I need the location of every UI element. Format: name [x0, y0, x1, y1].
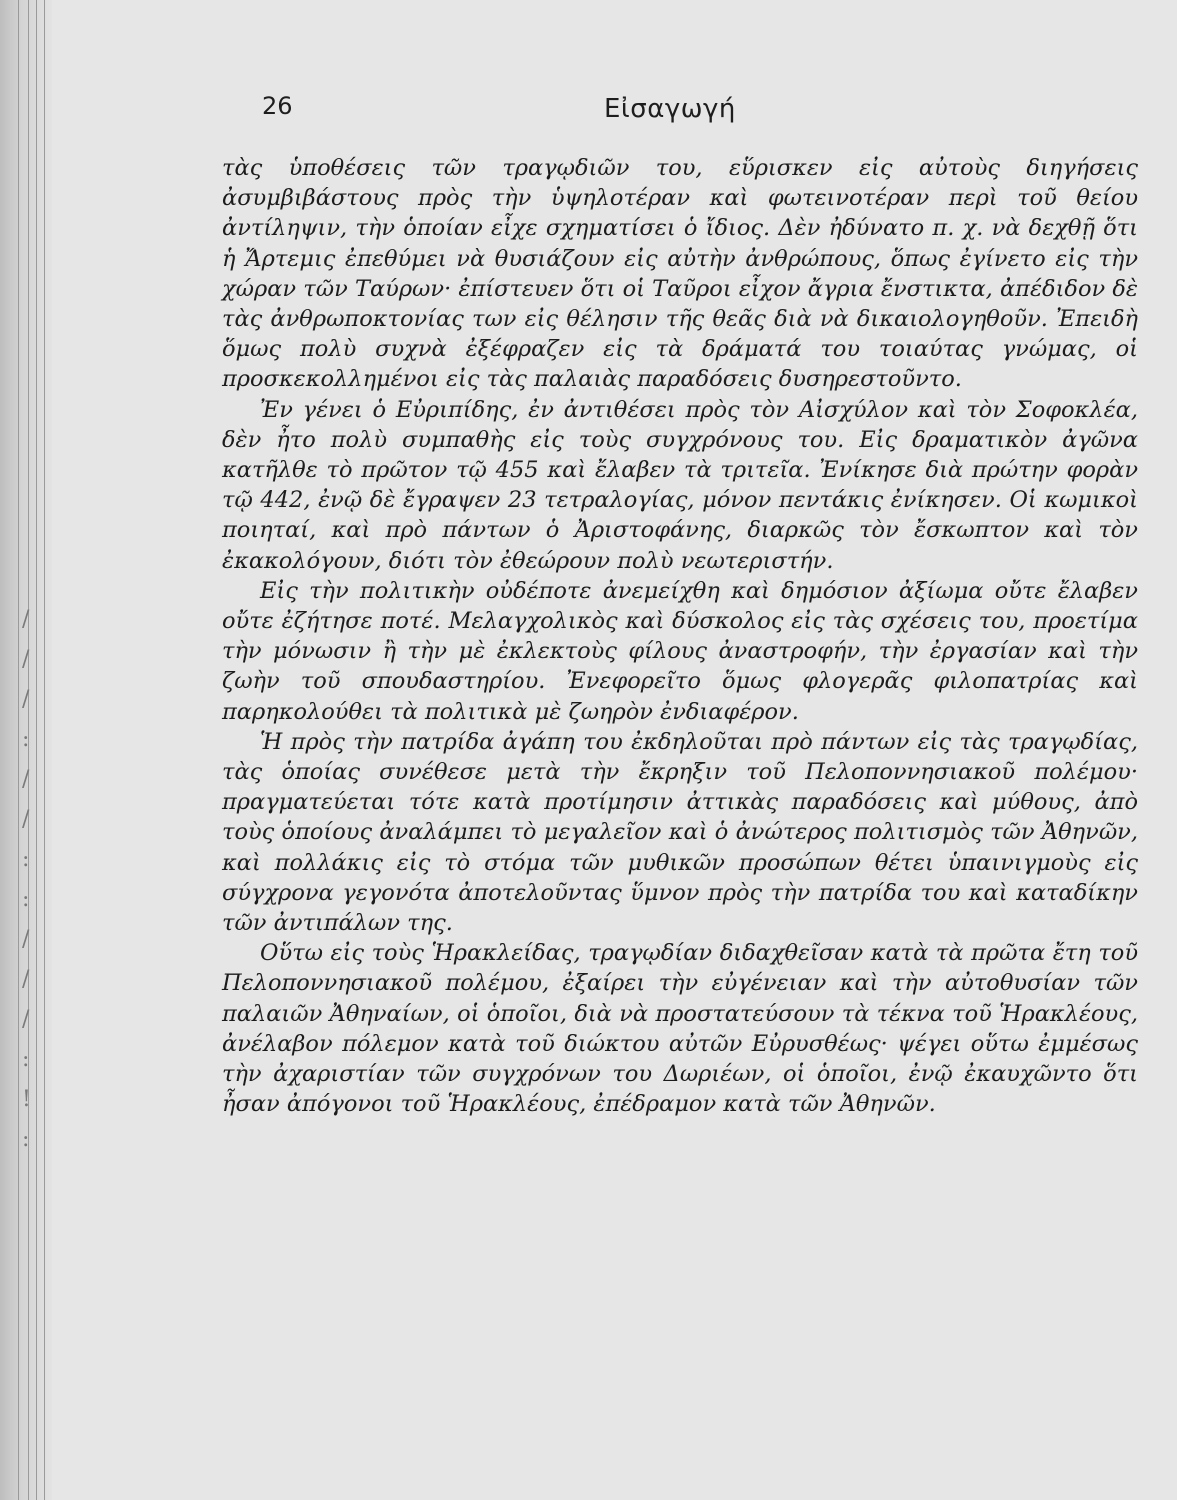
- paragraph: Οὕτω εἰς τοὺς Ἡρακλείδας, τραγῳδίαν διδαχθεῖσαν κατὰ τὰ πρῶτα ἔτη τοῦ Πελοποννησιακοῦ πολέμου, ἐξαίρει τὴν εὐγένειαν καὶ τὴν αὐτοθυσίαν τῶν παλαιῶν Ἀθηναίων, οἱ ὁποῖοι, διὰ νὰ προστατεύσουν τὰ τέκνα τοῦ Ἡρακλέους, ἀνέλαβον πόλεμον κατὰ τοῦ διώκτου αὐτῶν Εὐρυσθέως· ψέγει οὕτω ἐμμέσως τὴν ἀχαριστίαν τῶν συγχρόνων του Δωριέων, οἱ ὁποῖοι, ἐνῷ ἐκαυχῶντο ὅτι ἦσαν ἀπόγονοι τοῦ Ἡρακλέους, ἐπέδραμον κατὰ τῶν Ἀθηνῶν.: [222, 940, 1138, 1118]
- paragraph: Εἰς τὴν πολιτικὴν οὐδέποτε ἀνεμείχθη καὶ δημόσιον ἀξίωμα οὔτε ἔλαβεν οὔτε ἐζήτησε ποτέ. Μελαγχολικὸς καὶ δύσκολος εἰς τὰς σχέσεις του, προετίμα τὴν μόνωσιν ἢ τὴν μὲ ἐκλεκτοὺς φίλους ἀναστροφήν, τὴν ἐργασίαν καὶ τὴν ζωὴν τοῦ σπουδαστηρίου. Ἐνεφορεῖτο ὅμως φλογερᾶς φιλοπατρίας καὶ παρηκολούθει τὰ πολιτικὰ μὲ ζωηρὸν ἐνδιαφέρον.: [222, 577, 1138, 725]
- margin-pencil-marks: / / / : / / : : / / / : ! :: [22, 607, 33, 1152]
- page-number: 26: [262, 92, 293, 120]
- paragraph: τὰς ὑποθέσεις τῶν τραγῳδιῶν του, εὕρισκεν εἰς αὐτοὺς διηγήσεις ἀσυμβιβάστους πρὸς τὴν ὑψηλοτέραν καὶ φωτεινοτέραν περὶ τοῦ θείου ἀντίληψιν, τὴν ὁποίαν εἶχε σχηματίσει ὁ ἴδιος. Δὲν ἠδύνατο π. χ. νὰ δεχθῇ ὅτι ἡ Ἄρτεμις ἐπεθύμει νὰ θυσιάζουν εἰς αὐτὴν ἀνθρώπους, ὅπως ἐγίνετο εἰς τὴν χώραν τῶν Ταύρων· ἐπίστευεν ὅτι οἱ Ταῦροι εἶχον ἄγρια ἔνστικτα, ἀπέδιδον δὲ τὰς ἀνθρωποκτονίας των εἰς θέλησιν τῆς θεᾶς διὰ νὰ δικαιολογηθοῦν. Ἐπειδὴ ὅμως πολὺ συχνὰ ἐξέφραζεν εἰς τὰ δράματά του τοιαύτας γνώμας, οἱ προσκεκολλημένοι εἰς τὰς παλαιὰς παραδόσεις δυσηρεστοῦντο.: [222, 155, 1138, 393]
- book-binding-shadow: [0, 0, 52, 1500]
- body-text: [222, 153, 1138, 1120]
- page-edge-line: [18, 0, 19, 1500]
- running-title: Εἰσαγωγή: [604, 94, 736, 124]
- page-header: [0, 92, 1177, 132]
- paragraph: Ἐν γένει ὁ Εὐριπίδης, ἐν ἀντιθέσει πρὸς τὸν Αἰσχύλον καὶ τὸν Σοφοκλέα, δὲν ἦτο πολὺ συμπαθὴς εἰς τοὺς συγχρόνους του. Εἰς δραματικὸν ἀγῶνα κατῆλθε τὸ πρῶτον τῷ 455 καὶ ἔλαβεν τὰ τριτεῖα. Ἐνίκησε διὰ πρώτην φορὰν τῷ 442, ἐνῷ δὲ ἔγραψεν 23 τετραλογίας, μόνον πεντάκις ἐνίκησεν. Οἱ κωμικοὶ ποιηταί, καὶ πρὸ πάντων ὁ Ἀριστοφάνης, διαρκῶς τὸν ἔσκωπτον καὶ τὸν ἐκακολόγουν, διότι τὸν ἐθεώρουν πολὺ νεωτεριστήν.: [222, 396, 1138, 574]
- paragraph: Ἡ πρὸς τὴν πατρίδα ἀγάπη του ἐκδηλοῦται πρὸ πάντων εἰς τὰς τραγῳδίας, τὰς ὁποίας συνέθεσε μετὰ τὴν ἔκρηξιν τοῦ Πελοποννησιακοῦ πολέμου· πραγματεύεται τότε κατὰ προτίμησιν ἀττικὰς παραδόσεις καὶ μύθους, ἀπὸ τοὺς ὁποίους ἀναλάμπει τὸ μεγαλεῖον καὶ ὁ ἀνώτερος πολιτισμὸς τῶν Ἀθηνῶν, καὶ πολλάκις εἰς τὸ στόμα τῶν μυθικῶν προσώπων θέτει ὑπαινιγμοὺς εἰς σύγχρονα γεγονότα ἀποτελοῦντας ὕμνον πρὸς τὴν πατρίδα του καὶ καταδίκην τῶν ἀντιπάλων της.: [222, 728, 1138, 937]
